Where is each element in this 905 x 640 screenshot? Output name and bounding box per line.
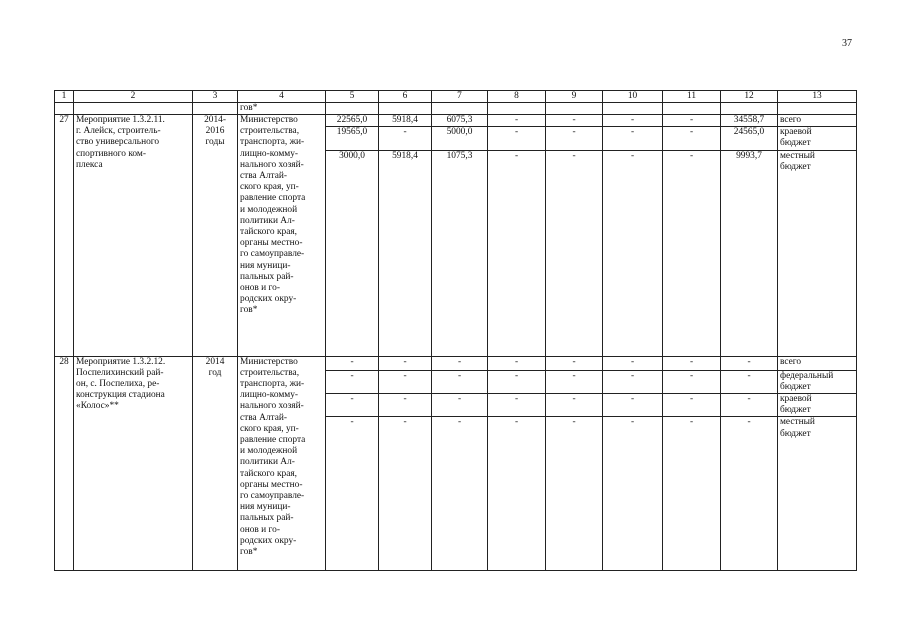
funding-value: - (432, 417, 488, 571)
column-header: 6 (379, 91, 432, 103)
continuation-row (55, 103, 857, 115)
funding-value: - (488, 150, 546, 356)
funding-value: - (603, 394, 663, 417)
funding-value: - (379, 356, 432, 370)
funding-value: - (546, 356, 603, 370)
column-header: 12 (721, 91, 778, 103)
funding-value: - (603, 150, 663, 356)
column-header: 4 (238, 91, 326, 103)
funding-value: - (663, 417, 721, 571)
funding-value: 5000,0 (432, 127, 488, 150)
funding-value: - (663, 370, 721, 393)
column-header: 2 (74, 91, 193, 103)
funding-source: краевой бюджет (778, 127, 857, 150)
funding-value: - (603, 356, 663, 370)
column-header: 13 (778, 91, 857, 103)
column-header: 7 (432, 91, 488, 103)
funding-value: 22565,0 (326, 115, 379, 127)
funding-value: - (546, 127, 603, 150)
funding-value: 9993,7 (721, 150, 778, 356)
funding-value: - (603, 370, 663, 393)
column-header: 5 (326, 91, 379, 103)
event-executor: Министерство строительства, транспорта, жи- лищно-комму- нального хозяй- ства Алтай- ского края, уп- равление спорта и молодежной политики Ал- тайского края, органы местно- го самоуправле- ния муници- пальных рай- онов и го- родских окру- гов* (238, 115, 326, 357)
funding-source: федеральный бюджет (778, 370, 857, 393)
funding-value: - (603, 115, 663, 127)
funding-value: - (488, 115, 546, 127)
funding-value: - (432, 370, 488, 393)
funding-value: - (379, 417, 432, 571)
funding-value: - (721, 370, 778, 393)
funding-value: 6075,3 (432, 115, 488, 127)
funding-value: - (603, 127, 663, 150)
funding-source: всего (778, 356, 857, 370)
funding-value: - (488, 127, 546, 150)
funding-value: - (326, 370, 379, 393)
funding-value: - (546, 370, 603, 393)
column-header: 9 (546, 91, 603, 103)
funding-value: - (379, 370, 432, 393)
column-header: 3 (193, 91, 238, 103)
row-number: 28 (55, 356, 74, 571)
table-row (55, 115, 857, 127)
funding-source: краевой бюджет (778, 394, 857, 417)
funding-value: - (603, 417, 663, 571)
funding-value: - (326, 394, 379, 417)
funding-value: - (663, 115, 721, 127)
funding-value: - (488, 417, 546, 571)
continuation-text: гов* (238, 103, 326, 115)
column-header: 10 (603, 91, 663, 103)
funding-value: - (432, 394, 488, 417)
funding-value: 24565,0 (721, 127, 778, 150)
event-executor: Министерство строительства, транспорта, жи- лищно-комму- нального хозяй- ства Алтай- ского края, уп- равление спорта и молодежной политики Ал- тайского края, органы местно- го самоуправле- ния муници- пальных рай- онов и го- родских окру- гов* (238, 356, 326, 571)
funding-value: 19565,0 (326, 127, 379, 150)
funding-value: - (432, 356, 488, 370)
funding-source: местный бюджет (778, 150, 857, 356)
funding-value: - (488, 394, 546, 417)
funding-value: - (488, 356, 546, 370)
program-events-table (54, 90, 857, 571)
row-number: 27 (55, 115, 74, 357)
funding-value: 1075,3 (432, 150, 488, 356)
funding-value: - (379, 394, 432, 417)
funding-value: 5918,4 (379, 150, 432, 356)
funding-value: - (721, 356, 778, 370)
funding-value: - (663, 150, 721, 356)
funding-value: - (326, 417, 379, 571)
funding-value: - (488, 370, 546, 393)
funding-value: - (663, 356, 721, 370)
page-number: 37 (842, 38, 852, 49)
funding-value: 5918,4 (379, 115, 432, 127)
funding-value: - (663, 394, 721, 417)
funding-value: 34558,7 (721, 115, 778, 127)
event-period: 2014 год (193, 356, 238, 571)
event-description: Мероприятие 1.3.2.12. Поспелихинский рай- он, с. Поспелиха, ре- конструкция стадиона «Колос»** (74, 356, 193, 571)
funding-value: - (721, 417, 778, 571)
funding-value: - (546, 417, 603, 571)
funding-source: местный бюджет (778, 417, 857, 571)
funding-value: - (379, 127, 432, 150)
column-number-row (55, 91, 857, 103)
table-row (55, 356, 857, 370)
funding-value: 3000,0 (326, 150, 379, 356)
funding-value: - (663, 127, 721, 150)
funding-value: - (721, 394, 778, 417)
column-header: 1 (55, 91, 74, 103)
funding-value: - (546, 150, 603, 356)
funding-value: - (326, 356, 379, 370)
event-period: 2014- 2016 годы (193, 115, 238, 357)
column-header: 8 (488, 91, 546, 103)
funding-value: - (546, 394, 603, 417)
event-description: Мероприятие 1.3.2.11. г. Алейск, строитель- ство универсального спортивного ком- плекса (74, 115, 193, 357)
funding-source: всего (778, 115, 857, 127)
column-header: 11 (663, 91, 721, 103)
funding-value: - (546, 115, 603, 127)
